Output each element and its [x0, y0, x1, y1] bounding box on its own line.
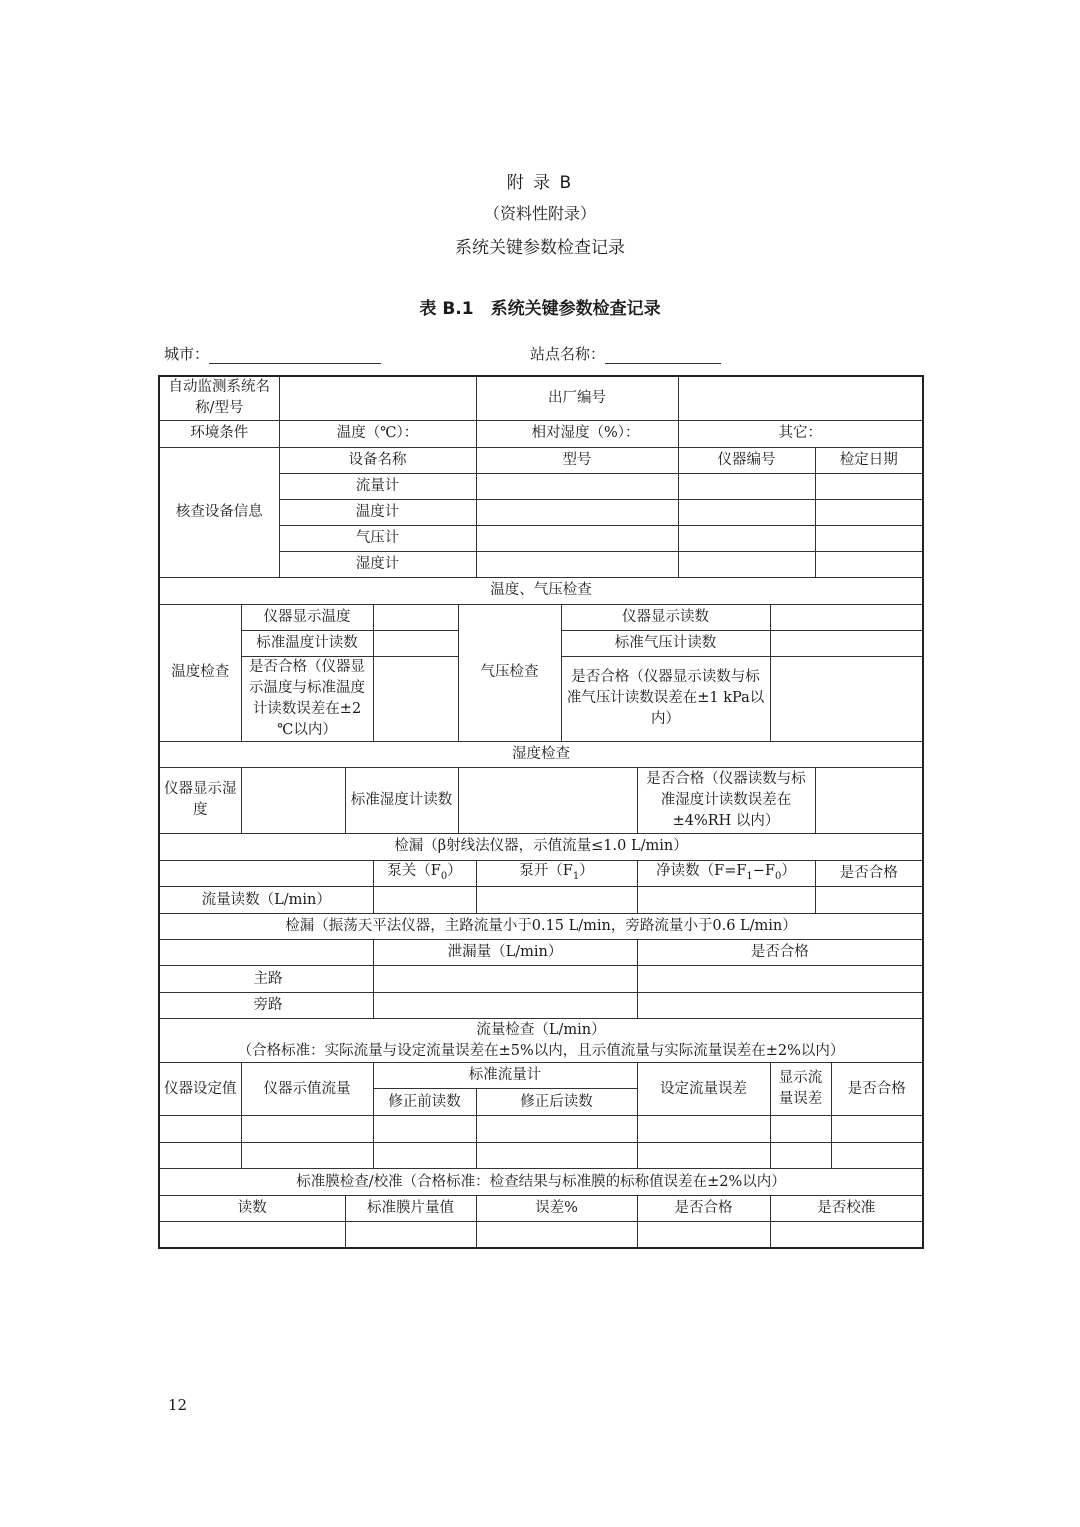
cell[interactable]	[159, 1222, 345, 1248]
temp-standard-label: 标准温度计读数	[241, 630, 373, 656]
humidity-pass-label: 是否合格（仪器读数与标准湿度计读数误差在±4%RH 以内）	[637, 767, 815, 833]
cell[interactable]	[831, 1116, 923, 1143]
main-path-label: 主路	[159, 966, 373, 993]
flow-reading-label: 流量读数（L/min）	[159, 887, 373, 914]
cell[interactable]	[678, 473, 815, 499]
cell[interactable]	[637, 993, 923, 1019]
cell[interactable]	[815, 473, 923, 499]
humidity-standard-label: 标准湿度计读数	[345, 767, 458, 833]
membrane-pass-label: 是否合格	[637, 1196, 770, 1222]
humidity-display-cell[interactable]	[241, 767, 345, 833]
indicated-flow-label: 仪器示值流量	[241, 1063, 373, 1116]
cell[interactable]	[831, 1143, 923, 1169]
cell[interactable]	[476, 473, 678, 499]
serial-cell[interactable]	[678, 376, 923, 420]
cell[interactable]	[159, 1143, 241, 1169]
appendix-type: （资料性附录）	[483, 204, 596, 223]
cell[interactable]	[770, 1143, 831, 1169]
set-value-label: 仪器设定值	[159, 1063, 241, 1116]
cell[interactable]	[637, 966, 923, 993]
cell[interactable]	[815, 551, 923, 577]
cell[interactable]	[770, 1222, 923, 1248]
cell[interactable]	[476, 1222, 637, 1248]
cell[interactable]	[159, 1116, 241, 1143]
cell[interactable]	[373, 887, 476, 914]
pressure-display-cell[interactable]	[770, 604, 923, 630]
device-thermometer: 温度计	[279, 499, 476, 525]
col-verify-date: 检定日期	[815, 447, 923, 473]
leak-teom-header-empty	[159, 940, 373, 966]
cell[interactable]	[637, 1116, 770, 1143]
cell[interactable]	[770, 1116, 831, 1143]
appendix-title: 系统关键参数检查记录	[455, 238, 625, 258]
pressure-check-label: 气压检查	[458, 604, 561, 741]
env-temperature[interactable]: 温度（℃）：	[279, 420, 476, 447]
cell[interactable]	[637, 1143, 770, 1169]
temp-pressure-section-title: 温度、气压检查	[159, 577, 923, 604]
temp-pass-label: 是否合格（仪器显示温度与标准温度计读数误差在±2 ℃以内）	[241, 656, 373, 741]
net-reading-label: 净读数$(F=F_1-F_0)$	[637, 860, 815, 887]
system-name-cell[interactable]	[279, 376, 476, 420]
membrane-calibrate-label: 是否校准	[770, 1196, 923, 1222]
system-name-label: 自动监测系统名称/型号	[159, 376, 279, 420]
cell[interactable]	[815, 525, 923, 551]
col-serial: 仪器编号	[678, 447, 815, 473]
cell[interactable]	[241, 1143, 373, 1169]
bypass-label: 旁路	[159, 993, 373, 1019]
equipment-label: 核查设备信息	[159, 447, 279, 577]
pump-on-label: 泵开$(F_1)$	[476, 860, 637, 887]
pressure-pass-cell[interactable]	[770, 656, 923, 741]
city-blank[interactable]	[209, 347, 381, 364]
temp-standard-cell[interactable]	[373, 630, 458, 656]
cell[interactable]	[476, 887, 637, 914]
cell[interactable]	[373, 966, 637, 993]
device-flowmeter: 流量计	[279, 473, 476, 499]
env-label: 环境条件	[159, 420, 279, 447]
leak-teom-section-title: 检漏（振荡天平法仪器，主路流量小于0.15 L/min，旁路流量小于0.6 L/min）	[159, 914, 923, 940]
cell[interactable]	[476, 1116, 637, 1143]
cell[interactable]	[476, 499, 678, 525]
temp-pass-cell[interactable]	[373, 656, 458, 741]
pressure-pass-label: 是否合格（仪器显示读数与标准气压计读数误差在±1 kPa以内）	[561, 656, 770, 741]
after-correction-label: 修正后读数	[476, 1089, 637, 1116]
pump-off-label: 泵关$(F_0)$	[373, 860, 476, 887]
set-error-label: 设定流量误差	[637, 1063, 770, 1116]
cell[interactable]	[476, 1143, 637, 1169]
cell[interactable]	[373, 1116, 476, 1143]
temp-display-cell[interactable]	[373, 604, 458, 630]
pressure-standard-cell[interactable]	[770, 630, 923, 656]
serial-label: 出厂编号	[476, 376, 678, 420]
col-device-name: 设备名称	[279, 447, 476, 473]
leak-teom-pass-label: 是否合格	[637, 940, 923, 966]
cell[interactable]	[815, 499, 923, 525]
leak-beta-section-title: 检漏（β射线法仪器，示值流量≤1.0 L/min）	[159, 833, 923, 860]
humidity-section-title: 湿度检查	[159, 741, 923, 767]
cell[interactable]	[373, 993, 637, 1019]
before-correction-label: 修正前读数	[373, 1089, 476, 1116]
flow-check-criteria: （合格标准：实际流量与设定流量误差在±5%以内，且示值流量与实际流量误差在±2%以内）	[237, 1042, 845, 1059]
leak-beta-pass-label: 是否合格	[815, 860, 923, 887]
pressure-display-label: 仪器显示读数	[561, 604, 770, 630]
humidity-pass-cell[interactable]	[815, 767, 923, 833]
display-error-label: 显示流量误差	[770, 1063, 831, 1116]
device-hygrometer: 湿度计	[279, 551, 476, 577]
flow-check-section	[159, 1019, 923, 1063]
leakage-label: 泄漏量（L/min）	[373, 940, 637, 966]
cell[interactable]	[678, 525, 815, 551]
appendix-heading: 附 录 B	[506, 173, 574, 193]
check-record-table	[158, 375, 924, 1249]
cell[interactable]	[637, 887, 815, 914]
env-humidity[interactable]: 相对湿度（%）：	[476, 420, 678, 447]
cell[interactable]	[241, 1116, 373, 1143]
membrane-error-label: 误差%	[476, 1196, 637, 1222]
cell[interactable]	[373, 1143, 476, 1169]
cell[interactable]	[476, 525, 678, 551]
standard-meter-label: 标准流量计	[373, 1063, 637, 1089]
city-label: 城市：	[164, 345, 210, 363]
cell[interactable]	[345, 1222, 476, 1248]
membrane-reading-label: 读数	[159, 1196, 345, 1222]
leak-beta-header-empty	[159, 860, 373, 887]
cell[interactable]	[815, 887, 923, 914]
membrane-nominal-label: 标准膜片量值	[345, 1196, 476, 1222]
device-barometer: 气压计	[279, 525, 476, 551]
page-number: 12	[168, 1396, 188, 1414]
flow-pass-label: 是否合格	[831, 1063, 923, 1116]
humidity-standard-cell[interactable]	[458, 767, 637, 833]
cell[interactable]	[678, 551, 815, 577]
cell[interactable]	[476, 551, 678, 577]
site-blank[interactable]	[605, 347, 721, 364]
pressure-standard-label: 标准气压计读数	[561, 630, 770, 656]
membrane-section-title: 标准膜检查/校准（合格标准：检查结果与标准膜的标称值误差在±2%以内）	[159, 1169, 923, 1196]
city-field	[164, 343, 381, 364]
temp-check-label: 温度检查	[159, 604, 241, 741]
humidity-display-label: 仪器显示湿度	[159, 767, 241, 833]
table-caption: 表 B.1 系统关键参数检查记录	[419, 299, 661, 319]
site-field	[530, 343, 721, 364]
temp-display-label: 仪器显示温度	[241, 604, 373, 630]
site-label: 站点名称：	[530, 345, 606, 363]
env-other[interactable]: 其它：	[678, 420, 923, 447]
flow-check-title: 流量检查（L/min）	[476, 1021, 606, 1038]
cell[interactable]	[637, 1222, 770, 1248]
cell[interactable]	[678, 499, 815, 525]
col-model: 型号	[476, 447, 678, 473]
